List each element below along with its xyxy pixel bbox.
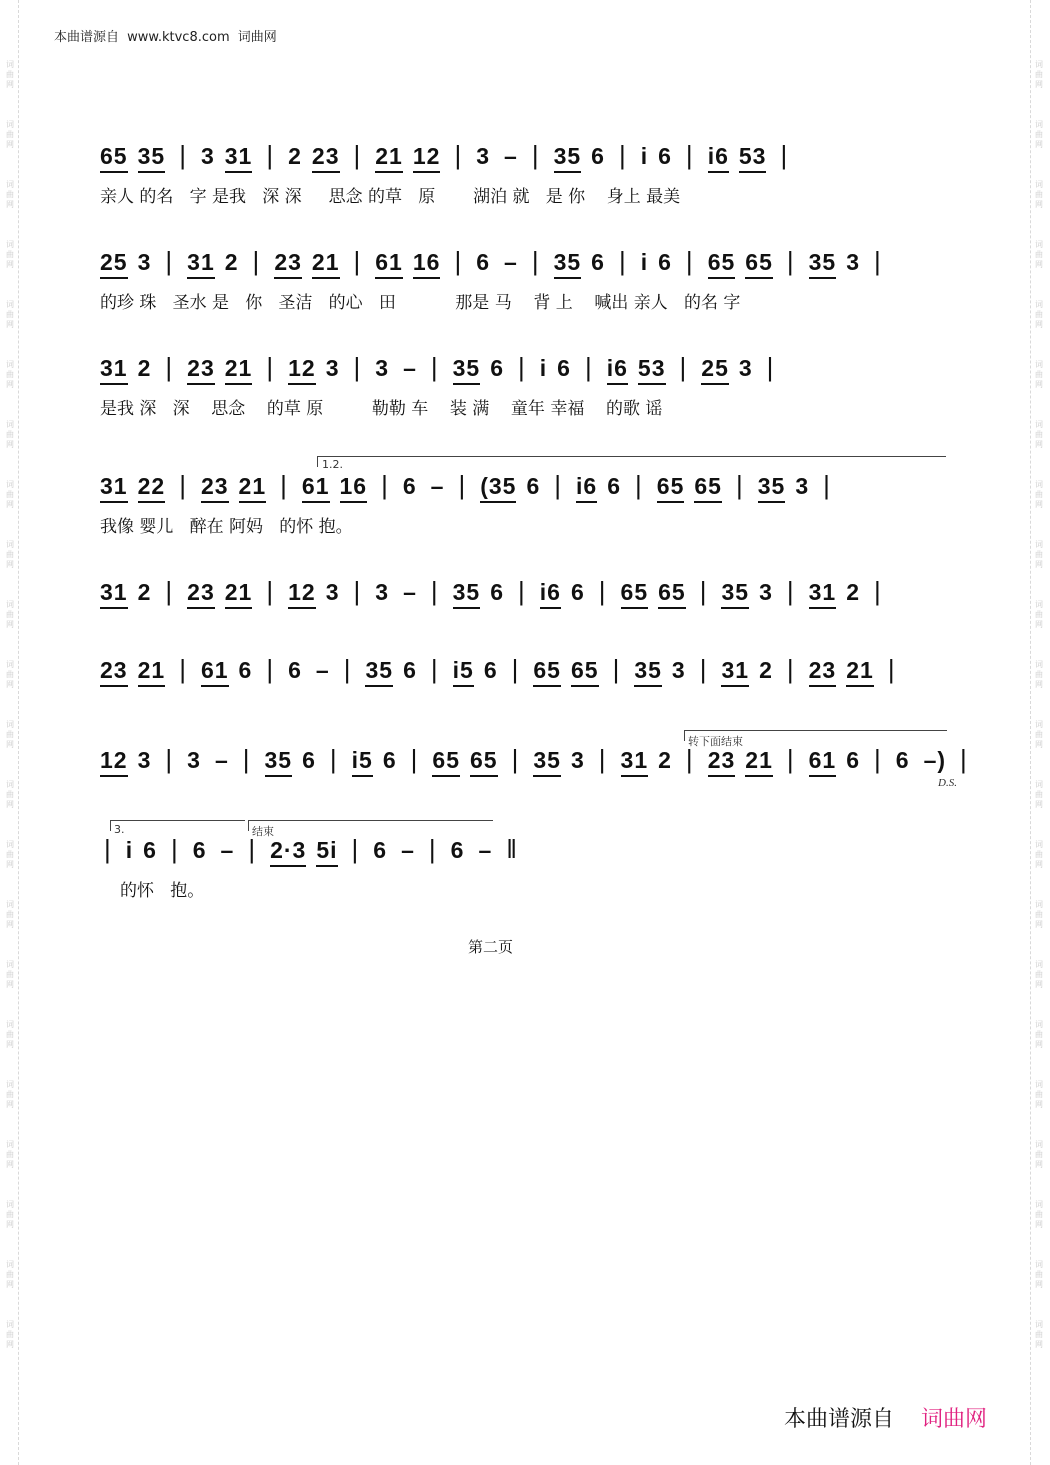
sustain-dash: – (403, 355, 417, 381)
note-group: 65 (533, 657, 561, 687)
bar-line: | (266, 140, 275, 170)
watermark-text: 词 曲 网 (6, 600, 14, 629)
bar-line: | (735, 470, 744, 500)
bar-line: | (165, 352, 174, 382)
sustain-dash: – (403, 579, 417, 605)
note-group: 31 (187, 249, 215, 279)
watermark-text: 词 曲 网 (1035, 1320, 1043, 1349)
score-row (100, 744, 982, 774)
note-group: 35 (634, 657, 662, 687)
lyrics-line: 的怀 抱。 (120, 881, 205, 901)
watermark-text: 词 曲 网 (1035, 1200, 1043, 1229)
note-group: 6 (288, 657, 302, 683)
bar-line: | (454, 140, 463, 170)
bar-line: | (874, 246, 882, 276)
note-group: 23 (708, 747, 736, 777)
note-group: 31 (100, 473, 128, 503)
note-group: 31 (621, 747, 649, 777)
bar-line: | (618, 246, 627, 276)
note-group: 12 (100, 747, 128, 777)
note-group: 3 (325, 355, 340, 381)
note-group: 6 (450, 837, 465, 863)
note-group: 35 (453, 579, 481, 609)
note-group: 21 (312, 249, 340, 279)
sustain-dash: – (214, 747, 229, 773)
bar-line: | (430, 576, 439, 606)
watermark-text: 词 曲 网 (1035, 600, 1043, 629)
bar-line: | (518, 576, 526, 606)
watermark-text: 词 曲 网 (1035, 720, 1043, 749)
sustain-dash: –) (923, 747, 947, 773)
bar-line: | (410, 744, 419, 774)
bar-line: | (584, 352, 593, 382)
note-group: 65 (621, 579, 649, 609)
note-group: 23 (201, 473, 229, 503)
note-group: 23 (274, 249, 302, 279)
watermark-text: 词 曲 网 (6, 1260, 14, 1289)
watermark-text: 词 曲 网 (1035, 60, 1043, 89)
watermark-text: 词 曲 网 (1035, 360, 1043, 389)
note-group: 2·3 (270, 837, 306, 867)
bar-line: | (248, 834, 257, 864)
bar-line: | (531, 246, 540, 276)
bar-line: | (165, 576, 174, 606)
watermark-text: 词 曲 网 (1035, 1080, 1043, 1109)
bar-line: | (242, 744, 251, 774)
bar-line: | (458, 470, 467, 500)
note-group: 35 (554, 249, 582, 279)
watermark-text: 词 曲 网 (6, 1020, 14, 1049)
bar-line: | (685, 744, 694, 774)
note-group: 6 (403, 657, 417, 683)
watermark-text: 词 曲 网 (6, 180, 14, 209)
note-group: 31 (225, 143, 253, 173)
footer-source-label: 本曲谱源自 (784, 1407, 895, 1432)
watermark-text: 词 曲 网 (6, 1140, 14, 1169)
note-group: 65 (708, 249, 736, 279)
note-group: 3 (325, 579, 340, 605)
bar-line: | (786, 654, 795, 684)
bar-line: | (280, 470, 288, 500)
watermark-text: 词 曲 网 (6, 660, 14, 689)
note-group: 23 (187, 579, 215, 609)
volta-label-3: 3. (114, 823, 125, 836)
watermark-text: 词 曲 网 (6, 1320, 14, 1349)
note-group: 23 (312, 143, 340, 173)
watermark-text: 词 曲 网 (1035, 480, 1043, 509)
note-group: 6 (483, 657, 498, 683)
bar-line: | (343, 654, 352, 684)
bar-line: | (874, 744, 882, 774)
bar-line: | (430, 352, 439, 382)
score-row (100, 246, 896, 276)
note-group: 6 (591, 143, 605, 169)
watermark-text: 词 曲 网 (6, 420, 14, 449)
bar-line: | (266, 654, 275, 684)
score-row (100, 576, 896, 606)
bar-line: | (381, 470, 389, 500)
bar-line: | (454, 246, 463, 276)
note-group: 6 (607, 473, 622, 499)
bar-line: | (780, 140, 789, 170)
note-group: 31 (100, 355, 128, 385)
note-group: 25 (701, 355, 729, 385)
note-group: 3 (671, 657, 686, 683)
note-group: 65 (470, 747, 498, 777)
note-group: 35 (721, 579, 749, 609)
note-group: 65 (100, 143, 128, 173)
note-group: 3 (187, 747, 201, 773)
watermark-text: 词 曲 网 (1035, 900, 1043, 929)
note-group: 6 (238, 657, 253, 683)
bar-line: | (170, 834, 179, 864)
bar-line: | (598, 576, 607, 606)
note-group: 3 (759, 579, 773, 605)
note-group: i6 (607, 355, 628, 385)
watermark-text: 词 曲 网 (1035, 540, 1043, 569)
sustain-dash: – (401, 837, 415, 863)
right-watermark-strip (1030, 0, 1047, 1465)
ds-marking: D.S. (938, 777, 957, 789)
header-site-name: 词曲网 (237, 30, 277, 45)
volta-label-1-2: 1.2. (322, 458, 343, 471)
score-row (100, 470, 845, 500)
watermark-text: 词 曲 网 (1035, 780, 1043, 809)
note-group: i6 (540, 579, 561, 609)
note-group: 16 (340, 473, 368, 503)
note-group: 6 (402, 473, 417, 499)
lyrics-line: 的珍 珠 圣水 是 你 圣洁 的心 田 那是 马 背 上 喊出 亲人 的名 字 (100, 293, 741, 313)
note-group: 3 (570, 747, 585, 773)
note-group: 21 (375, 143, 403, 173)
bar-line: | (511, 654, 520, 684)
note-group: 21 (846, 657, 874, 687)
volta-bracket-1-2 (317, 456, 946, 467)
score-row (100, 140, 802, 170)
sustain-dash: – (504, 249, 518, 275)
watermark-text: 词 曲 网 (1035, 240, 1043, 269)
note-group: i5 (453, 657, 474, 687)
bar-line: | (179, 470, 187, 500)
note-group: 35 (453, 355, 481, 385)
note-group: 2 (759, 657, 773, 683)
watermark-text: 词 曲 网 (6, 960, 14, 989)
note-group: i (125, 837, 134, 863)
note-group: 25 (100, 249, 128, 279)
bar-line: | (685, 246, 694, 276)
note-group: 65 (657, 473, 685, 503)
turn-ending-label: 转下面结束 (688, 735, 743, 748)
note-group: 21 (225, 355, 253, 385)
watermark-text: 词 曲 网 (1035, 1260, 1043, 1289)
bar-line: | (823, 470, 831, 500)
watermark-text: 词 曲 网 (6, 1200, 14, 1229)
note-group: 21 (745, 747, 773, 777)
note-group: 35 (554, 143, 582, 173)
bar-line: | (786, 576, 795, 606)
watermark-text: 词 曲 网 (6, 120, 14, 149)
bar-line: | (179, 140, 187, 170)
bar-line: | (104, 834, 112, 864)
sustain-dash: – (220, 837, 235, 863)
ending-bracket (248, 820, 493, 831)
bar-line: | (266, 576, 275, 606)
watermark-text: 词 曲 网 (6, 540, 14, 569)
note-group: 6 (302, 747, 316, 773)
note-group: 3 (738, 355, 753, 381)
score-row (100, 834, 532, 864)
note-group: 12 (413, 143, 441, 173)
note-group: 2 (137, 579, 152, 605)
note-group: 6 (570, 579, 585, 605)
note-group: 6 (192, 837, 207, 863)
note-group: 2 (846, 579, 861, 605)
note-group: i6 (576, 473, 597, 503)
note-group: 35 (138, 143, 166, 173)
bar-line: | (353, 576, 362, 606)
note-group: 65 (432, 747, 460, 777)
watermark-text: 词 曲 网 (1035, 420, 1043, 449)
lyrics-line: 亲人 的名 字 是我 深 深 思念 的草 原 湖泊 就 是 你 身上 最美 (100, 187, 681, 207)
ending-label: 结束 (252, 825, 274, 838)
watermark-text: 词 曲 网 (6, 60, 14, 89)
note-group: 6 (373, 837, 388, 863)
note-group: 23 (100, 657, 128, 687)
bar-line: | (766, 352, 775, 382)
note-group: i (640, 143, 649, 169)
bar-line: | (635, 470, 643, 500)
note-group: 12 (288, 579, 316, 609)
note-group: 61 (302, 473, 330, 503)
note-group: 61 (201, 657, 229, 687)
note-group: 2 (658, 747, 672, 773)
note-group: 6 (658, 143, 672, 169)
note-group: 65 (658, 579, 686, 609)
watermark-text: 词 曲 网 (1035, 300, 1043, 329)
sustain-dash: – (430, 473, 445, 499)
bar-line: | (511, 744, 520, 774)
note-group: 16 (413, 249, 441, 279)
note-group: 6 (591, 249, 605, 275)
bar-line: | (887, 654, 896, 684)
note-group: (35 (480, 473, 516, 503)
page-footer (784, 1402, 987, 1433)
note-group: 6 (490, 355, 505, 381)
note-group: 21 (225, 579, 253, 609)
note-group: 21 (239, 473, 267, 503)
bar-line: ‖ (506, 834, 518, 864)
note-group: 31 (100, 579, 128, 609)
note-group: i (539, 355, 548, 381)
bar-line: | (612, 654, 621, 684)
watermark-text: 词 曲 网 (1035, 1140, 1043, 1169)
lyrics-line: 我像 婴儿 醉在 阿妈 的怀 抱。 (100, 517, 353, 537)
bar-line: | (960, 744, 968, 774)
bar-line: | (786, 744, 795, 774)
bar-line: | (618, 140, 627, 170)
note-group: 2 (288, 143, 302, 169)
note-group: 3 (795, 473, 810, 499)
bar-line: | (353, 352, 362, 382)
bar-line: | (179, 654, 187, 684)
note-group: 6 (658, 249, 672, 275)
note-group: 3 (846, 249, 861, 275)
bar-line: | (252, 246, 261, 276)
bar-line: | (685, 140, 694, 170)
note-group: 2 (224, 249, 239, 275)
note-group: 2 (137, 355, 152, 381)
note-group: 61 (809, 747, 837, 777)
note-group: 3 (200, 143, 215, 169)
bar-line: | (531, 140, 540, 170)
watermark-text: 词 曲 网 (6, 300, 14, 329)
note-group: 35 (533, 747, 561, 777)
note-group: 21 (138, 657, 166, 687)
note-group: 53 (638, 355, 666, 385)
note-group: 3 (476, 143, 491, 169)
footer-brand-link[interactable]: 词曲网 (921, 1407, 988, 1432)
watermark-text: 词 曲 网 (6, 240, 14, 269)
bar-line: | (353, 140, 362, 170)
bar-line: | (165, 246, 174, 276)
watermark-text: 词 曲 网 (6, 900, 14, 929)
bar-line: | (428, 834, 437, 864)
note-group: 31 (721, 657, 749, 687)
note-group: 23 (809, 657, 837, 687)
header-url-link[interactable]: www.ktvc8.com (127, 30, 230, 45)
note-group: 3 (137, 249, 152, 275)
bar-line: | (518, 352, 526, 382)
bar-line: | (353, 246, 362, 276)
watermark-text: 词 曲 网 (6, 840, 14, 869)
note-group: 6 (526, 473, 541, 499)
note-group: 6 (846, 747, 861, 773)
bar-line: | (786, 246, 795, 276)
score-row (100, 654, 910, 684)
note-group: 6 (143, 837, 157, 863)
bar-line: | (351, 834, 360, 864)
note-group: 22 (138, 473, 166, 503)
score-row (100, 352, 788, 382)
note-group: 65 (745, 249, 773, 279)
bar-line: | (165, 744, 174, 774)
note-group: 23 (187, 355, 215, 385)
note-group: 35 (365, 657, 393, 687)
note-group: 53 (739, 143, 767, 173)
note-group: i5 (352, 747, 373, 777)
lyrics-line: 是我 深 深 思念 的草 原 勒勒 车 装 满 童年 幸福 的歌 谣 (100, 399, 663, 419)
note-group: 6 (490, 579, 505, 605)
note-group: 35 (265, 747, 293, 777)
watermark-text: 词 曲 网 (1035, 840, 1043, 869)
bar-line: | (874, 576, 882, 606)
watermark-text: 词 曲 网 (1035, 120, 1043, 149)
note-group: i (640, 249, 649, 275)
volta-bracket-3 (110, 820, 245, 831)
page-header (54, 26, 281, 45)
bar-line: | (699, 654, 708, 684)
note-group: 3 (375, 355, 390, 381)
bar-line: | (329, 744, 338, 774)
watermark-text: 词 曲 网 (6, 480, 14, 509)
sustain-dash: – (315, 657, 330, 683)
note-group: 61 (375, 249, 403, 279)
bar-line: | (266, 352, 275, 382)
note-group: 65 (694, 473, 722, 503)
bar-line: | (430, 654, 439, 684)
note-group: 31 (809, 579, 837, 609)
note-group: 3 (375, 579, 390, 605)
left-watermark-strip (2, 0, 19, 1465)
watermark-text: 词 曲 网 (6, 720, 14, 749)
note-group: 5i (316, 837, 337, 867)
note-group: 6 (382, 747, 397, 773)
bar-line: | (699, 576, 708, 606)
watermark-text: 词 曲 网 (1035, 960, 1043, 989)
bar-line: | (679, 352, 688, 382)
note-group: 6 (557, 355, 571, 381)
watermark-text: 词 曲 网 (1035, 180, 1043, 209)
watermark-text: 词 曲 网 (1035, 660, 1043, 689)
sustain-dash: – (478, 837, 493, 863)
watermark-text: 词 曲 网 (1035, 1020, 1043, 1049)
note-group: i6 (708, 143, 729, 173)
page-number-label: 第二页 (468, 938, 514, 956)
watermark-text: 词 曲 网 (6, 780, 14, 809)
bar-line: | (598, 744, 607, 774)
note-group: 35 (758, 473, 786, 503)
note-group: 6 (476, 249, 491, 275)
watermark-text: 词 曲 网 (6, 1080, 14, 1109)
header-source-label: 本曲谱源自 (54, 30, 120, 45)
bar-line: | (554, 470, 563, 500)
note-group: 6 (895, 747, 910, 773)
note-group: 12 (288, 355, 316, 385)
sustain-dash: – (504, 143, 518, 169)
watermark-text: 词 曲 网 (6, 360, 14, 389)
note-group: 3 (137, 747, 152, 773)
note-group: 35 (809, 249, 837, 279)
note-group: 65 (571, 657, 599, 687)
